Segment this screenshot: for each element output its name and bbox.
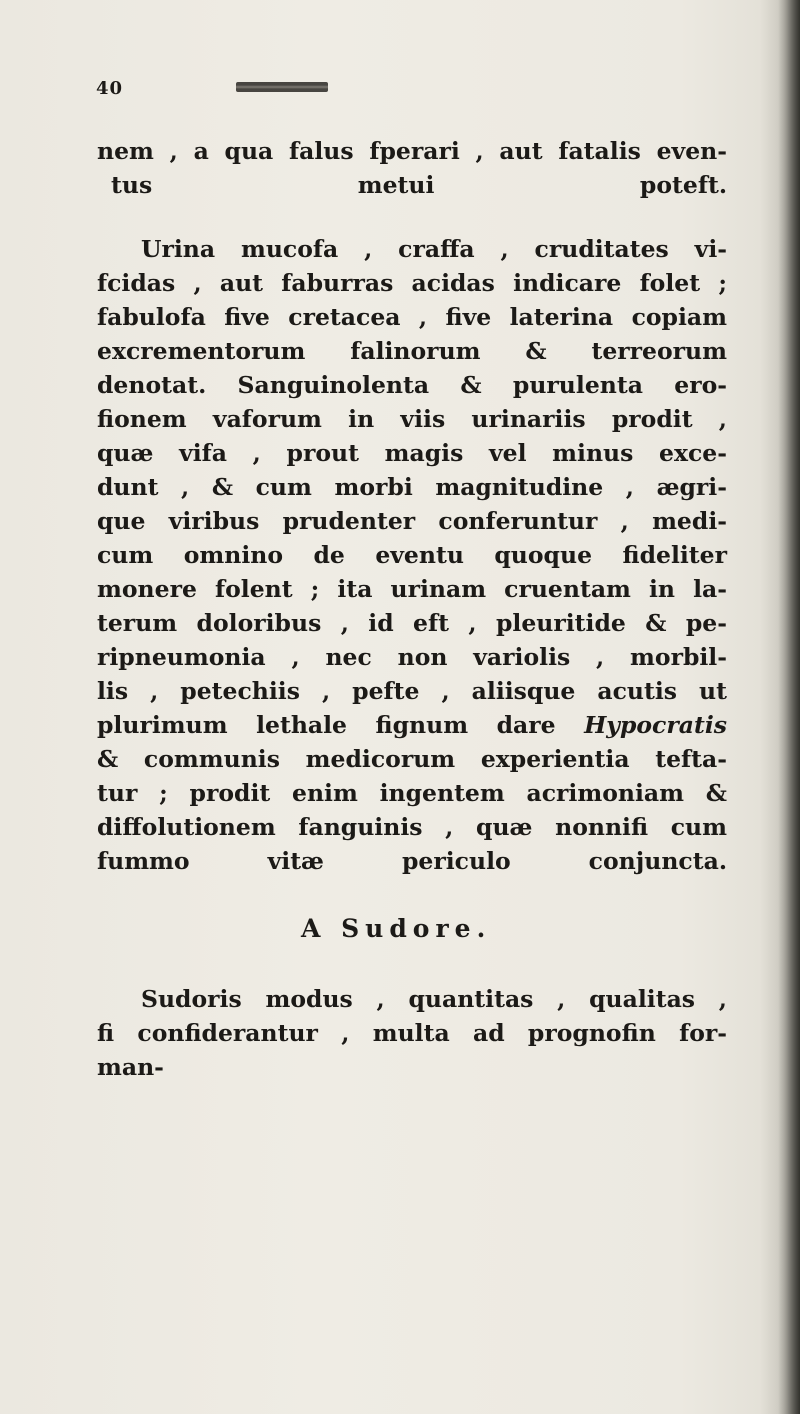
text-line: ripneumonia , nec non variolis , morbil-	[97, 643, 727, 671]
text-line: fabulofa five cretacea , five laterina copiam	[97, 303, 727, 331]
text-line: denotat. Sanguinolenta & purulenta ero-	[97, 371, 727, 399]
text-line: dunt , & cum morbi magnitudine , ægri-	[97, 473, 727, 501]
paragraph-1	[97, 134, 727, 202]
text-line: & communis medicorum experientia tefta-	[97, 745, 727, 773]
header-ornament	[236, 82, 328, 92]
text-line: fcidas , aut faburras acidas indicare folet ;	[97, 269, 727, 297]
paragraph-gap	[97, 202, 727, 232]
text-fragment: plurimum lethale fignum dare	[97, 711, 556, 739]
body-text	[97, 134, 727, 1084]
paragraph-3	[97, 982, 727, 1084]
text-line: diffolutionem fanguinis , quæ nonnifi cum	[97, 813, 727, 841]
text-line-with-citation	[97, 708, 727, 742]
text-line: quæ vifa , prout magis vel minus exce-	[97, 439, 727, 467]
text-line: terum doloribus , id eft , pleuritide & pe-	[97, 609, 727, 637]
text-line: que viribus prudenter conferuntur , medi-	[97, 507, 727, 535]
catchword: man-	[97, 1053, 164, 1081]
text-line: fionem vaforum in viis urinariis prodit ,	[97, 405, 727, 433]
text-line: Sudoris modus , quantitas , qualitas ,	[141, 985, 727, 1013]
text-line: lis , petechiis , pefte , aliisque acutis ut	[97, 677, 727, 705]
text-line: tur ; prodit enim ingentem acrimoniam &	[97, 779, 727, 807]
text-line: cum omnino de eventu quoque fideliter	[97, 541, 727, 569]
citation-name: Hypocratis	[584, 711, 727, 739]
page-number: 40	[96, 78, 124, 99]
section-heading: A Sudore.	[301, 914, 492, 943]
text-line: fi confiderantur , multa ad prognofin for-	[97, 1019, 727, 1047]
text-line: fummo vitæ periculo conjuncta.	[97, 847, 727, 875]
section-gap	[97, 878, 727, 908]
text-line: monere folent ; ita urinam cruentam in la-	[97, 575, 727, 603]
text-line: excrementorum falinorum & terreorum	[97, 337, 727, 365]
text-line: tus metui poteft.	[111, 171, 727, 199]
text-line: nem , a qua falus fperari , aut fatalis even-	[97, 137, 727, 165]
page-gutter-shadow	[778, 0, 800, 1414]
paragraph-2	[97, 232, 727, 878]
text-line: Urina mucofa , craffa , cruditates vi-	[141, 235, 727, 263]
